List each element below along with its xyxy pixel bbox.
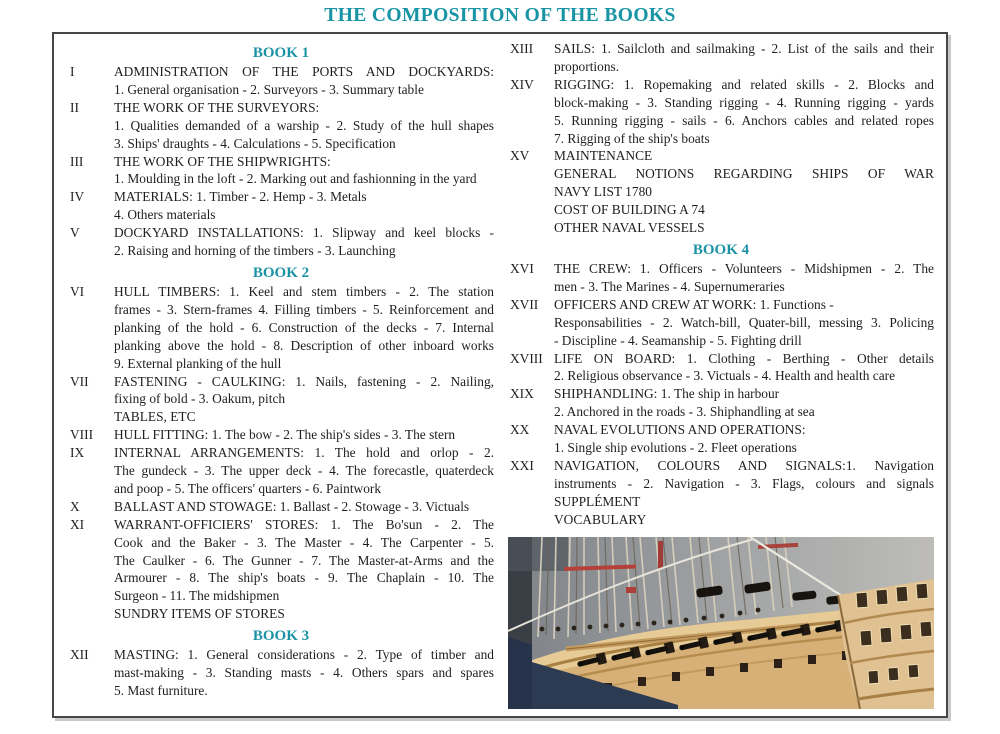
toc-line: 2. Religious observance - 3. Victuals - 4. Health and health care <box>554 368 896 384</box>
toc-line: COST OF BUILDING A 74 <box>554 202 705 218</box>
toc-line: 5. Running rigging - sails - 6. Anchors cables and related ropes <box>554 112 934 128</box>
book-heading: BOOK 4 <box>692 241 750 258</box>
toc-line: NAVIGATION, COLOURS AND SIGNALS:1. Navigation <box>554 457 934 473</box>
toc-line: THE WORK OF THE SHIPWRIGHTS: <box>114 153 331 169</box>
toc-entry <box>508 457 934 529</box>
toc-line: NAVY LIST 1780 <box>554 184 652 200</box>
toc-line: INTERNAL ARRANGEMENTS: 1. The hold and orlop - 2. <box>114 445 494 461</box>
toc-line: SUNDRY ITEMS OF STORES <box>114 606 285 622</box>
book-heading: BOOK 3 <box>252 628 310 645</box>
book-heading: BOOK 1 <box>252 45 310 61</box>
entry-numeral: II <box>70 99 79 115</box>
toc-line: HULL FITTING: 1. The bow - 2. The ship's sides - 3. The stern <box>114 427 456 443</box>
toc-line: The gundeck - 3. The upper deck - 4. The forecastle, quaterdeck <box>114 463 494 479</box>
toc-line: SUPPLÉMENT <box>554 493 641 509</box>
toc-line: MASTING: 1. General considerations - 2. Type of timber and <box>114 647 494 663</box>
toc-entry <box>68 426 494 444</box>
toc-line: 5. Mast furniture. <box>114 683 208 698</box>
toc-line: Armourer - 8. The ship's boats - 9. The Chaplain - 10. The <box>114 570 494 586</box>
entry-numeral: III <box>70 153 84 169</box>
toc-entry <box>508 76 934 148</box>
toc-column-left <box>68 40 494 709</box>
entry-numeral: VII <box>70 373 89 389</box>
toc-line: Cook and the Baker - 3. The Master - 4. The Carpenter - 5. <box>114 534 494 550</box>
toc-line: proportions. <box>554 58 620 74</box>
toc-entry <box>68 224 494 260</box>
entry-numeral: XII <box>70 647 89 663</box>
entry-numeral: XVI <box>510 260 534 276</box>
toc-line: BALLAST AND STOWAGE: 1. Ballast - 2. Stowage - 3. Victuals <box>114 498 470 514</box>
toc-entry <box>508 296 934 350</box>
toc-line: mast-making - 3. Standing masts - 4. Others spars and spares <box>114 665 494 681</box>
toc-line: 4. Others materials <box>114 207 216 223</box>
toc-line: LIFE ON BOARD: 1. Clothing - Berthing - Other details <box>554 350 934 366</box>
toc-line: 9. External planking of the hull <box>114 355 282 371</box>
entry-numeral: XVIII <box>510 350 543 366</box>
toc-entry <box>68 444 494 498</box>
toc-entry <box>68 188 494 224</box>
entry-numeral: XX <box>510 422 530 438</box>
toc-line: The Caulker - 6. The Gunner - 7. The Master-at-Arms and the <box>114 552 494 568</box>
entry-numeral: XV <box>510 148 530 164</box>
entry-numeral: IX <box>70 445 85 461</box>
entry-numeral: XVII <box>510 296 539 312</box>
entry-numeral: VIII <box>70 427 94 443</box>
toc-line: planking of the hold - 6. Construction of the decks - 7. Internal <box>114 319 494 335</box>
toc-line: NAVAL EVOLUTIONS AND OPERATIONS: <box>554 422 806 438</box>
toc-entry <box>68 516 494 623</box>
toc-entry <box>68 373 494 427</box>
page-title: THE COMPOSITION OF THE BOOKS <box>324 5 676 26</box>
toc-line: OFFICERS AND CREW AT WORK: 1. Functions - <box>554 296 834 312</box>
toc-line: TABLES, ETC <box>114 409 196 425</box>
toc-entry <box>508 40 934 76</box>
entry-numeral: V <box>70 225 80 241</box>
toc-entry <box>68 498 494 516</box>
toc-line: DOCKYARD INSTALLATIONS: 1. Slipway and keel blocks - <box>114 225 494 241</box>
toc-entry <box>508 385 934 421</box>
toc-line: 2. Raising and horning of the timbers - 3. Launching <box>114 243 396 259</box>
toc-line: RIGGING: 1. Ropemaking and related skills - 2. Blocks and <box>554 76 934 92</box>
entry-numeral: XI <box>70 516 85 532</box>
entry-numeral: XXI <box>510 457 534 473</box>
entry-numeral: VI <box>70 283 85 299</box>
ship-model-photo <box>508 537 934 709</box>
toc-entry <box>68 283 494 373</box>
toc-line: and poop - 5. The officers' quarters - 6. Paintwork <box>114 480 382 496</box>
book-heading: BOOK 2 <box>252 264 310 281</box>
toc-entry <box>68 153 494 189</box>
entry-numeral: X <box>70 498 80 514</box>
entry-numeral: IV <box>70 189 85 205</box>
toc-line: SHIPHANDLING: 1. The ship in harbour <box>554 386 780 402</box>
toc-entry <box>68 63 494 99</box>
toc-line: Responsabilities - 2. Watch-bill, Quater-bill, messing 3. Policing <box>554 314 934 330</box>
toc-entry <box>508 260 934 296</box>
toc-line: GENERAL NOTIONS REGARDING SHIPS OF WAR <box>554 166 934 182</box>
toc-line: instruments - 2. Navigation - 3. Flags, colours and signals <box>554 475 934 491</box>
toc-line: THE CREW: 1. Officers - Volunteers - Midshipmen - 2. The <box>554 260 934 276</box>
toc-line: Surgeon - 11. The midshipmen <box>114 588 280 604</box>
toc-line: planking above the hold - 8. Description of other inboard works <box>114 337 494 353</box>
toc-line: ADMINISTRATION OF THE PORTS AND DOCKYARDS: <box>114 64 494 79</box>
toc-line: 1. Single ship evolutions - 2. Fleet operations <box>554 440 797 456</box>
toc-line: THE WORK OF THE SURVEYORS: <box>114 99 320 115</box>
toc-line: 1. General organisation - 2. Surveyors - 3. Summary table <box>114 81 424 97</box>
toc-line: block-making - 3. Standing rigging - 4. Running rigging - yards <box>554 94 934 110</box>
toc-entry <box>508 421 934 457</box>
entry-numeral: XIII <box>510 41 534 56</box>
toc-line: 1. Moulding in the loft - 2. Marking out and fashionning in the yard <box>114 171 477 187</box>
toc-line: MATERIALS: 1. Timber - 2. Hemp - 3. Metals <box>114 189 367 205</box>
toc-line: MAINTENANCE <box>554 148 653 164</box>
toc-line: VOCABULARY <box>554 511 647 527</box>
toc-line: 2. Anchored in the roads - 3. Shiphandling at sea <box>554 404 815 420</box>
toc-line: men - 3. The Marines - 4. Supernumeraries <box>554 278 785 294</box>
entry-numeral: XIX <box>510 386 534 402</box>
toc-columns <box>68 40 934 709</box>
toc-line: 1. Qualities demanded of a warship - 2. Study of the hull shapes <box>114 117 494 133</box>
toc-line: 7. Rigging of the ship's boats <box>554 130 710 146</box>
toc-line: FASTENING - CAULKING: 1. Nails, fastening - 2. Nailing, <box>114 373 494 389</box>
toc-line: HULL TIMBERS: 1. Keel and stem timbers - 2. The station <box>114 283 494 299</box>
entry-numeral: XIV <box>510 76 534 92</box>
content-box <box>52 32 948 718</box>
toc-line: OTHER NAVAL VESSELS <box>554 220 705 236</box>
entry-numeral: I <box>70 64 75 79</box>
toc-line: - Discipline - 4. Seamanship - 5. Fighting drill <box>554 332 802 348</box>
toc-line: 3. Ships' draughts - 4. Calculations - 5. Specification <box>114 135 396 151</box>
toc-entry <box>68 99 494 153</box>
toc-line: WARRANT-OFFICIERS' STORES: 1. The Bo'sun - 2. The <box>114 516 494 532</box>
toc-line: SAILS: 1. Sailcloth and sailmaking - 2. List of the sails and their <box>554 41 934 56</box>
toc-column-right <box>508 40 934 709</box>
toc-entry <box>508 147 934 237</box>
toc-entry <box>68 646 494 700</box>
toc-entries-right <box>508 40 934 529</box>
ship-model-illustration <box>508 537 934 709</box>
toc-line: fixing of bold - 3. Oakum, pitch <box>114 391 286 407</box>
toc-entry <box>508 350 934 386</box>
toc-line: frames - 3. Stern-frames 4. Filling timbers - 5. Reinforcement and <box>114 301 494 317</box>
